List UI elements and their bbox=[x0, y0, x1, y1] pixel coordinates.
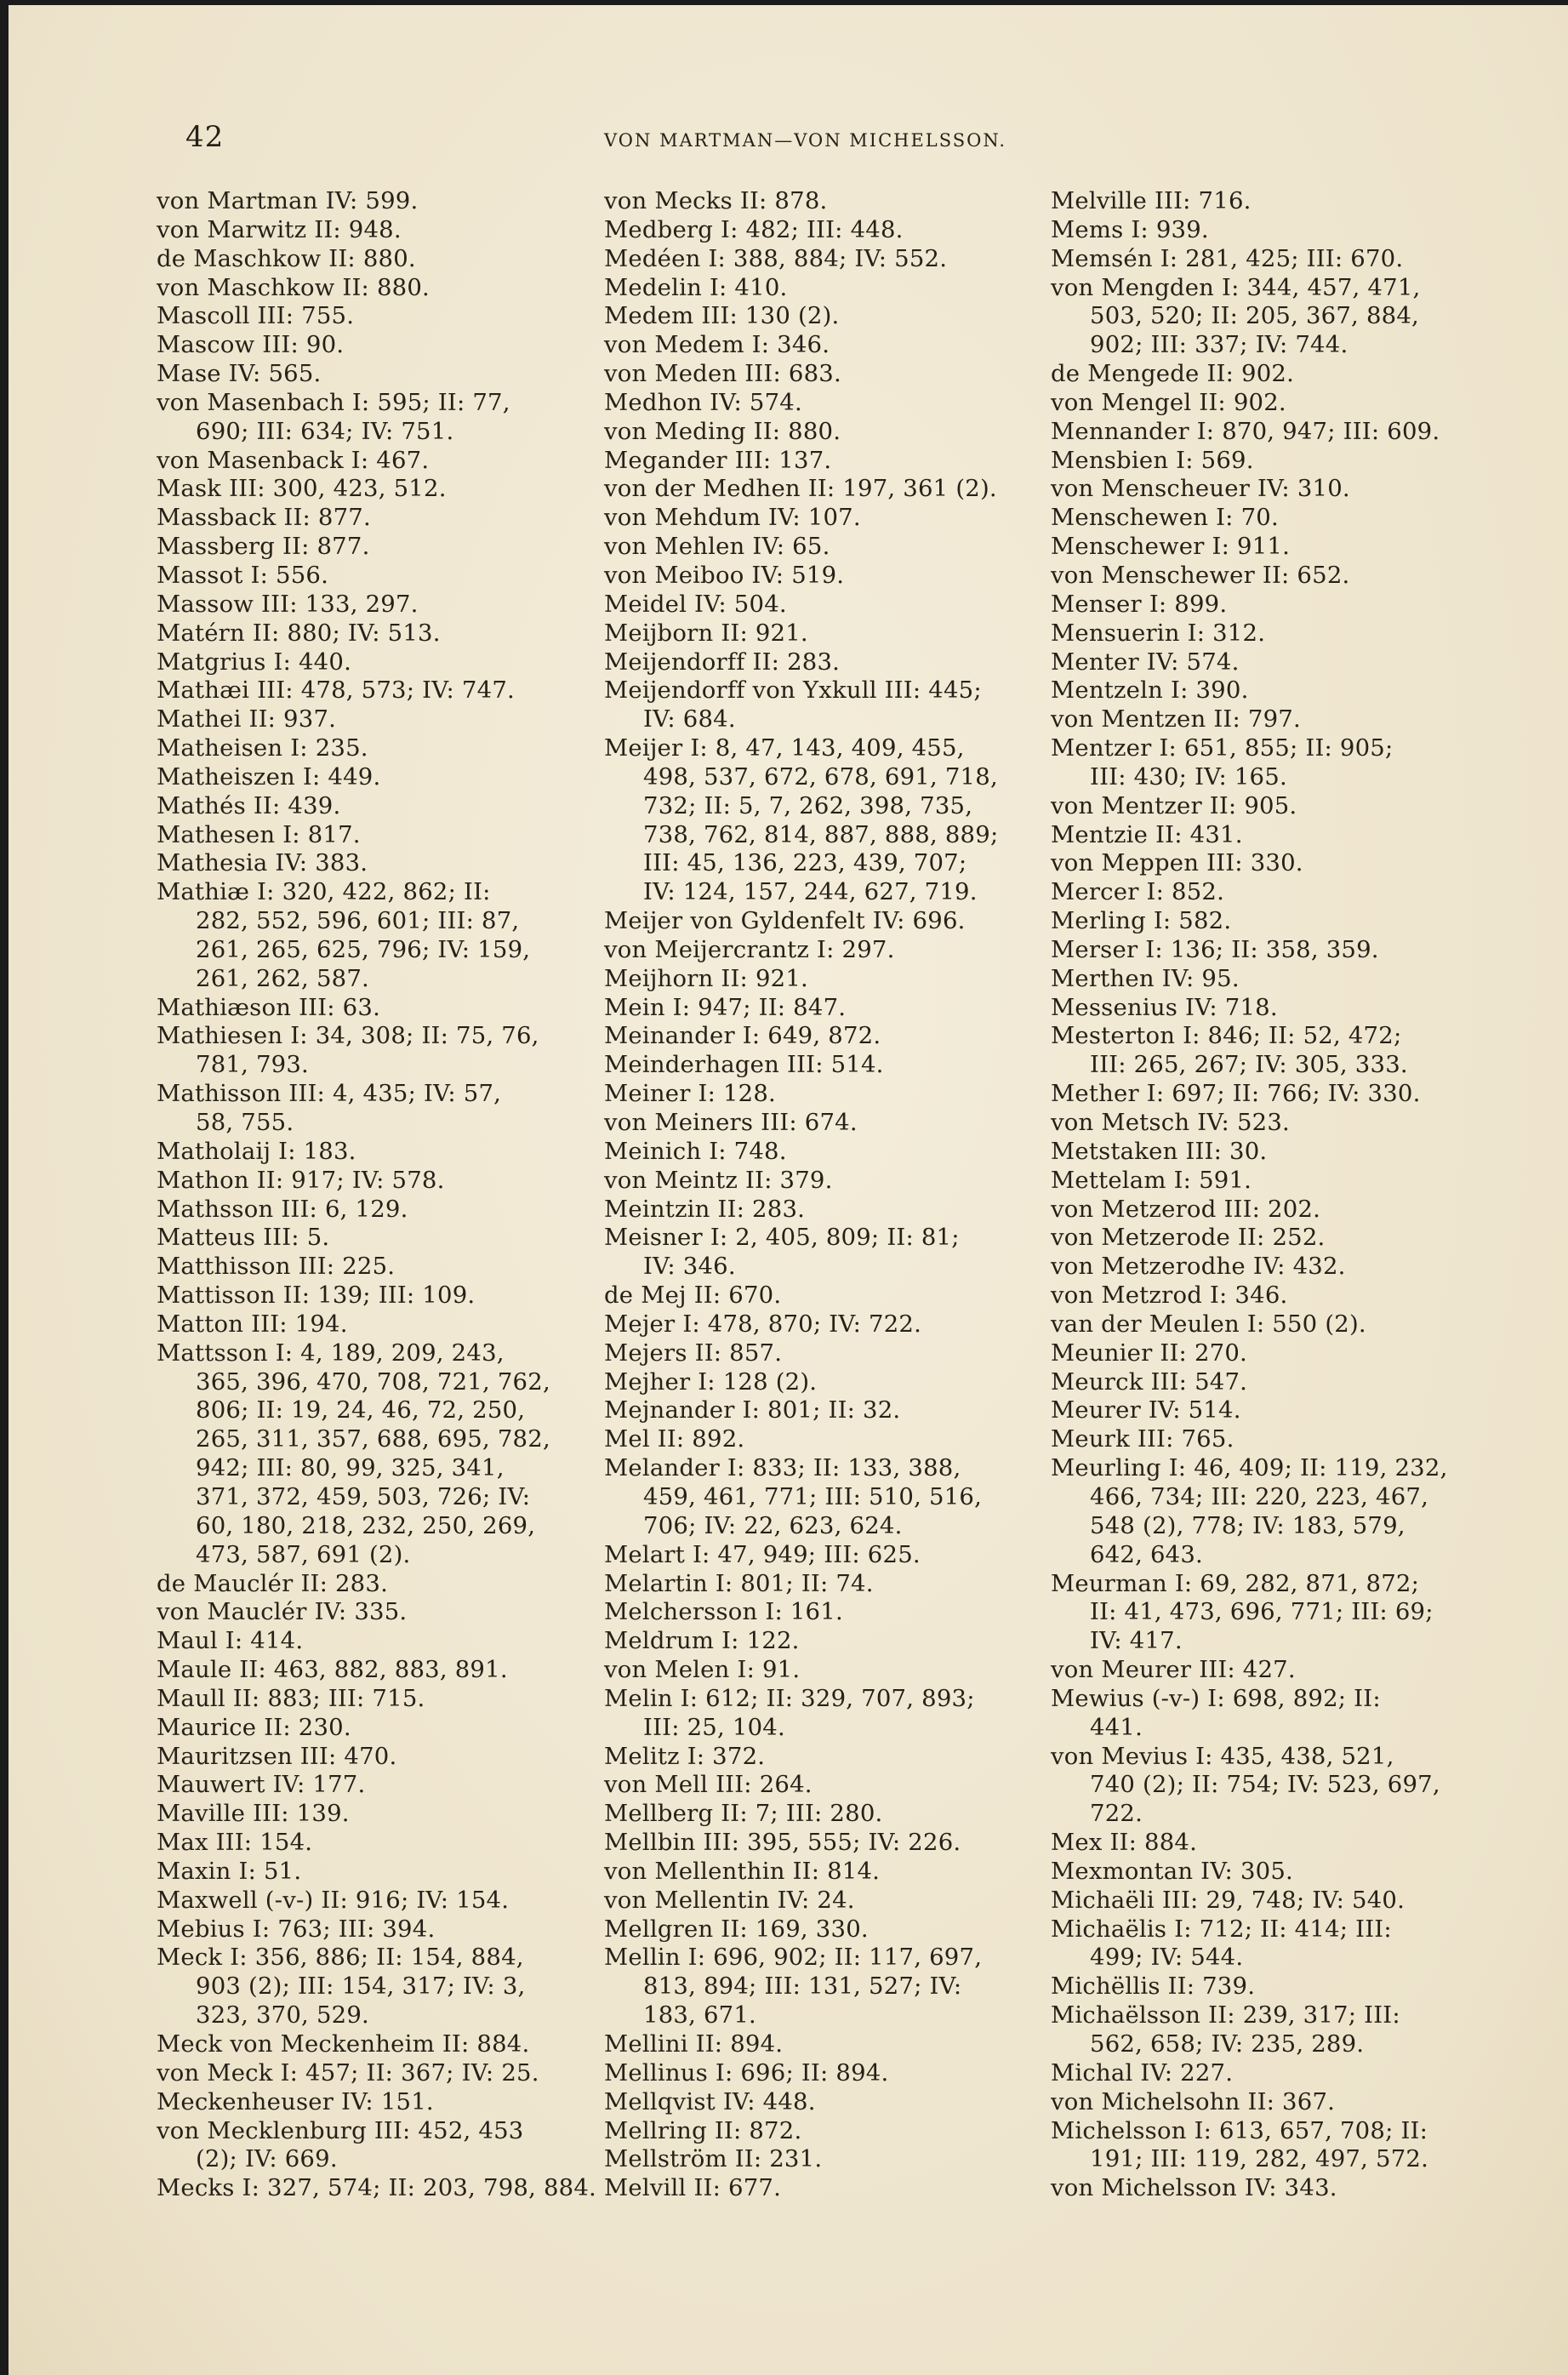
index-entry: Matheiszen I: 449. bbox=[157, 762, 381, 791]
index-entry: Melander I: 833; II: 133, 388, bbox=[604, 1454, 961, 1482]
index-entry: von Meiboo IV: 519. bbox=[604, 561, 845, 589]
index-entry: Mennander I: 870, 947; III: 609. bbox=[1051, 417, 1440, 445]
index-entry: Meijborn II: 921. bbox=[604, 619, 808, 647]
index-entry: von Mengden I: 344, 457, 471, bbox=[1051, 273, 1421, 301]
index-entry: Matholaij I: 183. bbox=[157, 1137, 356, 1165]
index-entry-continuation: 806; II: 19, 24, 46, 72, 250, bbox=[196, 1396, 526, 1424]
index-entry: von Melen I: 91. bbox=[604, 1656, 801, 1684]
index-entry: Melchersson I: 161. bbox=[604, 1598, 843, 1626]
index-entry: Mettelam I: 591. bbox=[1051, 1166, 1252, 1194]
page-number: 42 bbox=[185, 120, 225, 154]
index-entry: Meinich I: 748. bbox=[604, 1137, 787, 1165]
index-entry: Merthen IV: 95. bbox=[1051, 964, 1240, 992]
index-entry: Mentzie II: 431. bbox=[1051, 820, 1243, 848]
index-entry: Mel II: 892. bbox=[604, 1425, 745, 1453]
index-entry: Melitz I: 372. bbox=[604, 1742, 766, 1770]
index-entry-continuation: 58, 755. bbox=[196, 1109, 294, 1136]
index-entry: von der Medhen II: 197, 361 (2). bbox=[604, 475, 997, 503]
index-entry: Medem III: 130 (2). bbox=[604, 302, 840, 330]
running-title: VON MARTMAN—VON MICHELSSON. bbox=[604, 130, 1007, 151]
index-entry: Meurer IV: 514. bbox=[1051, 1396, 1241, 1424]
index-entry: Massberg II: 877. bbox=[157, 533, 370, 561]
index-entry: von Mentzen II: 797. bbox=[1051, 705, 1301, 734]
index-entry-continuation: II: 41, 473, 696, 771; III: 69; bbox=[1090, 1598, 1434, 1626]
index-entry-continuation: 738, 762, 814, 887, 888, 889; bbox=[643, 820, 999, 848]
index-entry-continuation: 441. bbox=[1090, 1713, 1143, 1741]
index-entry-continuation: 323, 370, 529. bbox=[196, 2001, 369, 2030]
index-entry: Mejer I: 478, 870; IV: 722. bbox=[604, 1310, 922, 1338]
index-entry: von Meijercrantz I: 297. bbox=[604, 935, 895, 963]
page-header bbox=[9, 120, 1568, 154]
index-entry: Mebius I: 763; III: 394. bbox=[157, 1915, 436, 1943]
index-entry: von Martman IV: 599. bbox=[157, 187, 419, 214]
index-entry-continuation: 499; IV: 544. bbox=[1090, 1944, 1244, 1972]
index-entry: Michaëlsson II: 239, 317; III: bbox=[1051, 2001, 1400, 2030]
index-entry-continuation: 722. bbox=[1090, 1800, 1143, 1828]
index-entry: Medéen I: 388, 884; IV: 552. bbox=[604, 244, 948, 272]
index-entry: Menschewer I: 911. bbox=[1051, 533, 1291, 561]
index-entry-continuation: 903 (2); III: 154, 317; IV: 3, bbox=[196, 1973, 526, 2001]
index-entry: Mathiæ I: 320, 422, 862; II: bbox=[157, 878, 491, 906]
index-entry-continuation: 466, 734; III: 220, 223, 467, bbox=[1090, 1482, 1429, 1510]
index-entry: Menschewen I: 70. bbox=[1051, 504, 1279, 532]
index-entry: Mensbien I: 569. bbox=[1051, 446, 1254, 474]
index-entry: Mellin I: 696, 902; II: 117, 697, bbox=[604, 1944, 983, 1972]
index-entry: von Mecks II: 878. bbox=[604, 187, 828, 214]
index-entry: Maville III: 139. bbox=[157, 1800, 350, 1828]
index-entry: Meintzin II: 283. bbox=[604, 1195, 806, 1223]
index-entry-continuation: 459, 461, 771; III: 510, 516, bbox=[643, 1482, 983, 1510]
index-entry: Michal IV: 227. bbox=[1051, 2058, 1234, 2087]
index-entry: Mathsson III: 6, 129. bbox=[157, 1195, 408, 1223]
index-entry: Matton III: 194. bbox=[157, 1310, 348, 1338]
index-entry: von Michelsson IV: 343. bbox=[1051, 2174, 1337, 2202]
index-entry: Meurling I: 46, 409; II: 119, 232, bbox=[1051, 1454, 1448, 1482]
index-entry: Matthisson III: 225. bbox=[157, 1253, 396, 1281]
index-entry-continuation: 690; III: 634; IV: 751. bbox=[196, 417, 454, 445]
index-entry: Mauritzsen III: 470. bbox=[157, 1742, 397, 1770]
index-entry: Meck I: 356, 886; II: 154, 884, bbox=[157, 1944, 524, 1972]
index-page bbox=[9, 5, 1568, 2375]
index-entry: Mellgren II: 169, 330. bbox=[604, 1915, 869, 1943]
index-entry: Menter IV: 574. bbox=[1051, 648, 1240, 676]
index-entry: Mejers II: 857. bbox=[604, 1339, 783, 1367]
index-entry: von Masenbach I: 595; II: 77, bbox=[157, 388, 510, 416]
index-entry: Messenius IV: 718. bbox=[1051, 993, 1278, 1021]
index-entry: Mathon II: 917; IV: 578. bbox=[157, 1166, 445, 1194]
index-entry-continuation: 781, 793. bbox=[196, 1051, 310, 1079]
index-entry: von Metzerode II: 252. bbox=[1051, 1224, 1326, 1252]
index-entry: Meijer I: 8, 47, 143, 409, 455, bbox=[604, 734, 965, 762]
index-entry-continuation: 732; II: 5, 7, 262, 398, 735, bbox=[643, 791, 973, 819]
index-entry: Meijhorn II: 921. bbox=[604, 964, 808, 992]
index-entry-continuation: 282, 552, 596, 601; III: 87, bbox=[196, 907, 520, 935]
index-column-1 bbox=[157, 187, 596, 2203]
index-entry: von Metzerod III: 202. bbox=[1051, 1195, 1321, 1223]
index-entry-continuation: 706; IV: 22, 623, 624. bbox=[643, 1511, 903, 1539]
index-entry: von Mehdum IV: 107. bbox=[604, 504, 861, 532]
index-entry: Mascoll III: 755. bbox=[157, 302, 355, 330]
index-entry: von Maschkow II: 880. bbox=[157, 273, 430, 301]
index-entry: Michaëli III: 29, 748; IV: 540. bbox=[1051, 1886, 1405, 1914]
index-entry-continuation: 191; III: 119, 282, 497, 572. bbox=[1090, 2145, 1429, 2173]
index-entry: von Meintz II: 379. bbox=[604, 1166, 833, 1194]
index-entry-continuation: (2); IV: 669. bbox=[196, 2145, 338, 2173]
index-entry: Mellinus I: 696; II: 894. bbox=[604, 2058, 889, 2087]
index-entry: Mexmontan IV: 305. bbox=[1051, 1857, 1293, 1885]
index-entry: Michelsson I: 613, 657, 708; II: bbox=[1051, 2116, 1428, 2144]
index-entry: Matgrius I: 440. bbox=[157, 648, 352, 676]
index-entry: Mejher I: 128 (2). bbox=[604, 1367, 818, 1396]
index-entry: Mauwert IV: 177. bbox=[157, 1771, 366, 1799]
index-entry: Meldrum I: 122. bbox=[604, 1627, 800, 1655]
index-entry: Meurman I: 69, 282, 871, 872; bbox=[1051, 1569, 1420, 1597]
index-entry: von Mevius I: 435, 438, 521, bbox=[1051, 1742, 1394, 1770]
index-entry: Meijendorff von Yxkull III: 445; bbox=[604, 677, 982, 705]
index-entry-continuation: 562, 658; IV: 235, 289. bbox=[1090, 2030, 1365, 2058]
index-entry: Meck von Meckenheim II: 884. bbox=[157, 2030, 530, 2058]
index-entry: van der Meulen I: 550 (2). bbox=[1051, 1310, 1366, 1338]
index-entry: Metstaken III: 30. bbox=[1051, 1137, 1268, 1165]
index-entry: Melville III: 716. bbox=[1051, 187, 1252, 214]
index-entry: von Marwitz II: 948. bbox=[157, 215, 402, 243]
index-entry-continuation: III: 45, 136, 223, 439, 707; bbox=[643, 849, 967, 877]
index-entry-continuation: 942; III: 80, 99, 325, 341, bbox=[196, 1454, 505, 1482]
index-entry: Mathés II: 439. bbox=[157, 791, 341, 819]
index-entry: Menser I: 899. bbox=[1051, 590, 1228, 618]
index-entry: Mask III: 300, 423, 512. bbox=[157, 475, 447, 503]
index-entry-continuation: IV: 346. bbox=[643, 1253, 736, 1281]
index-entry: Mewius (-v-) I: 698, 892; II: bbox=[1051, 1684, 1381, 1712]
index-entry-continuation: 371, 372, 459, 503, 726; IV: bbox=[196, 1482, 531, 1510]
index-entry: von Mell III: 264. bbox=[604, 1771, 813, 1799]
index-entry: Mathesia IV: 383. bbox=[157, 849, 368, 877]
index-entry: Medelin I: 410. bbox=[604, 273, 788, 301]
index-entry: Massot I: 556. bbox=[157, 561, 329, 589]
index-entry-continuation: III: 265, 267; IV: 305, 333. bbox=[1090, 1051, 1408, 1079]
index-entry: Michaëlis I: 712; II: 414; III: bbox=[1051, 1915, 1392, 1943]
index-entry: Medhon IV: 574. bbox=[604, 388, 802, 416]
index-entry: Matheisen I: 235. bbox=[157, 734, 368, 762]
index-entry: Mellini II: 894. bbox=[604, 2030, 784, 2058]
index-entry: von Meck I: 457; II: 367; IV: 25. bbox=[157, 2058, 539, 2087]
index-entry: Mellbin III: 395, 555; IV: 226. bbox=[604, 1829, 961, 1857]
index-entry: Meisner I: 2, 405, 809; II: 81; bbox=[604, 1224, 960, 1252]
index-entry: Meijendorff II: 283. bbox=[604, 648, 841, 676]
index-entry: Maxin I: 51. bbox=[157, 1857, 302, 1885]
index-entry: Mellring II: 872. bbox=[604, 2116, 802, 2144]
index-entry: von Metsch IV: 523. bbox=[1051, 1109, 1290, 1136]
index-entry-continuation: 813, 894; III: 131, 527; IV: bbox=[643, 1973, 962, 2001]
index-entry: Maull II: 883; III: 715. bbox=[157, 1684, 425, 1712]
index-entry: Meunier II: 270. bbox=[1051, 1339, 1247, 1367]
index-entry: de Mauclér II: 283. bbox=[157, 1569, 389, 1597]
index-entry-continuation: 548 (2), 778; IV: 183, 579, bbox=[1090, 1511, 1405, 1539]
index-entry: Massback II: 877. bbox=[157, 504, 371, 532]
index-column-3 bbox=[1051, 187, 1493, 2203]
index-entry: Mathesen I: 817. bbox=[157, 820, 361, 848]
index-entry: Memsén I: 281, 425; III: 670. bbox=[1051, 244, 1404, 272]
index-entry: Melin I: 612; II: 329, 707, 893; bbox=[604, 1684, 975, 1712]
index-entry-continuation: IV: 124, 157, 244, 627, 719. bbox=[643, 878, 978, 906]
index-entry: von Mellenthin II: 814. bbox=[604, 1857, 881, 1885]
index-entry-continuation: 473, 587, 691 (2). bbox=[196, 1540, 411, 1568]
index-entry: Merser I: 136; II: 358, 359. bbox=[1051, 935, 1379, 963]
index-entry: Matérn II: 880; IV: 513. bbox=[157, 619, 441, 647]
index-entry: Mathæi III: 478, 573; IV: 747. bbox=[157, 677, 515, 705]
index-entry: von Menscheuer IV: 310. bbox=[1051, 475, 1350, 503]
index-entry: Meijer von Gyldenfelt IV: 696. bbox=[604, 907, 966, 935]
index-entry: von Mehlen IV: 65. bbox=[604, 533, 830, 561]
index-entry-continuation: 261, 265, 625, 796; IV: 159, bbox=[196, 935, 531, 963]
index-entry: Meinander I: 649, 872. bbox=[604, 1022, 881, 1050]
index-entry: Mercer I: 852. bbox=[1051, 878, 1225, 906]
index-entry: von Metzerodhe IV: 432. bbox=[1051, 1253, 1346, 1281]
index-entry: Mattsson I: 4, 189, 209, 243, bbox=[157, 1339, 505, 1367]
index-entry: Mein I: 947; II: 847. bbox=[604, 993, 847, 1021]
index-column-2 bbox=[604, 187, 1021, 2203]
index-entry: Massow III: 133, 297. bbox=[157, 590, 419, 618]
index-entry: Mellqvist IV: 448. bbox=[604, 2087, 816, 2115]
index-entry: Mellberg II: 7; III: 280. bbox=[604, 1800, 883, 1828]
index-entry: Meurck III: 547. bbox=[1051, 1367, 1248, 1396]
index-entry: von Mecklenburg III: 452, 453 bbox=[157, 2116, 524, 2144]
index-entry-continuation: 60, 180, 218, 232, 250, 269, bbox=[196, 1511, 536, 1539]
index-entry: Mentzeln I: 390. bbox=[1051, 677, 1249, 705]
index-entry: Meiner I: 128. bbox=[604, 1080, 777, 1108]
index-entry: Mems I: 939. bbox=[1051, 215, 1209, 243]
index-entry: Meckenheuser IV: 151. bbox=[157, 2087, 434, 2115]
index-entry: Maurice II: 230. bbox=[157, 1713, 351, 1741]
index-entry: Michëllis II: 739. bbox=[1051, 1973, 1256, 2001]
index-entry: von Meurer III: 427. bbox=[1051, 1656, 1296, 1684]
index-entry: von Meden III: 683. bbox=[604, 360, 841, 388]
index-entry: Mathiæson III: 63. bbox=[157, 993, 381, 1021]
index-entry: de Mej II: 670. bbox=[604, 1282, 782, 1310]
index-entry: Megander III: 137. bbox=[604, 446, 832, 474]
index-entry: von Mellentin IV: 24. bbox=[604, 1886, 855, 1914]
index-entry: Maule II: 463, 882, 883, 891. bbox=[157, 1656, 508, 1684]
index-entry: Mensuerin I: 312. bbox=[1051, 619, 1266, 647]
index-entry: von Mentzer II: 905. bbox=[1051, 791, 1297, 819]
index-entry: von Masenback I: 467. bbox=[157, 446, 430, 474]
index-entry: Mattisson II: 139; III: 109. bbox=[157, 1282, 476, 1310]
index-entry-continuation: III: 25, 104. bbox=[643, 1713, 785, 1741]
index-entry: Merling I: 582. bbox=[1051, 907, 1232, 935]
index-entry: von Meding II: 880. bbox=[604, 417, 841, 445]
index-entry: von Meppen III: 330. bbox=[1051, 849, 1303, 877]
index-entry: de Maschkow II: 880. bbox=[157, 244, 416, 272]
index-entry: von Mengel II: 902. bbox=[1051, 388, 1286, 416]
index-entry-continuation: 261, 262, 587. bbox=[196, 964, 369, 992]
index-entry-continuation: IV: 684. bbox=[643, 705, 736, 734]
index-entry-continuation: 498, 537, 672, 678, 691, 718, bbox=[643, 762, 998, 791]
index-entry-continuation: IV: 417. bbox=[1090, 1627, 1183, 1655]
index-entry: Mathiesen I: 34, 308; II: 75, 76, bbox=[157, 1022, 539, 1050]
index-entry: Mex II: 884. bbox=[1051, 1829, 1198, 1857]
index-entry: Maul I: 414. bbox=[157, 1627, 304, 1655]
index-entry: de Mengede II: 902. bbox=[1051, 360, 1295, 388]
index-entry: Medberg I: 482; III: 448. bbox=[604, 215, 904, 243]
index-entry-continuation: 902; III: 337; IV: 744. bbox=[1090, 331, 1348, 359]
index-entry: Melart I: 47, 949; III: 625. bbox=[604, 1540, 921, 1568]
index-entry-continuation: III: 430; IV: 165. bbox=[1090, 762, 1287, 791]
index-entry: Meidel IV: 504. bbox=[604, 590, 787, 618]
index-entry: von Mauclér IV: 335. bbox=[157, 1598, 408, 1626]
index-entry: Mecks I: 327, 574; II: 203, 798, 884. bbox=[157, 2174, 596, 2202]
index-entry-continuation: 503, 520; II: 205, 367, 884, bbox=[1090, 302, 1419, 330]
index-entry: Mether I: 697; II: 766; IV: 330. bbox=[1051, 1080, 1421, 1108]
index-entry-continuation: 642, 643. bbox=[1090, 1540, 1204, 1568]
index-entry: Melvill II: 677. bbox=[604, 2174, 782, 2202]
index-entry: Maxwell (-v-) II: 916; IV: 154. bbox=[157, 1886, 510, 1914]
index-entry: Mellström II: 231. bbox=[604, 2145, 823, 2173]
index-entry: von Michelsohn II: 367. bbox=[1051, 2087, 1336, 2115]
index-entry: Melartin I: 801; II: 74. bbox=[604, 1569, 874, 1597]
index-entry: Max III: 154. bbox=[157, 1829, 313, 1857]
index-entry-continuation: 740 (2); II: 754; IV: 523, 697, bbox=[1090, 1771, 1440, 1799]
index-entry-continuation: 365, 396, 470, 708, 721, 762, bbox=[196, 1367, 550, 1396]
index-entry: Mathisson III: 4, 435; IV: 57, bbox=[157, 1080, 502, 1108]
index-entry: Mesterton I: 846; II: 52, 472; bbox=[1051, 1022, 1402, 1050]
index-entry: von Menschewer II: 652. bbox=[1051, 561, 1350, 589]
index-entry-continuation: 265, 311, 357, 688, 695, 782, bbox=[196, 1425, 550, 1453]
index-entry: Matteus III: 5. bbox=[157, 1224, 330, 1252]
index-entry: von Meiners III: 674. bbox=[604, 1109, 858, 1136]
index-entry: Mathei II: 937. bbox=[157, 705, 337, 734]
index-entry: Mentzer I: 651, 855; II: 905; bbox=[1051, 734, 1394, 762]
index-entry: Meinderhagen III: 514. bbox=[604, 1051, 884, 1079]
index-entry: von Medem I: 346. bbox=[604, 331, 830, 359]
index-entry: Meurk III: 765. bbox=[1051, 1425, 1234, 1453]
index-entry: Mejnander I: 801; II: 32. bbox=[604, 1396, 901, 1424]
index-entry: Mase IV: 565. bbox=[157, 360, 322, 388]
index-entry: von Metzrod I: 346. bbox=[1051, 1282, 1288, 1310]
index-entry-continuation: 183, 671. bbox=[643, 2001, 757, 2030]
index-entry: Mascow III: 90. bbox=[157, 331, 345, 359]
